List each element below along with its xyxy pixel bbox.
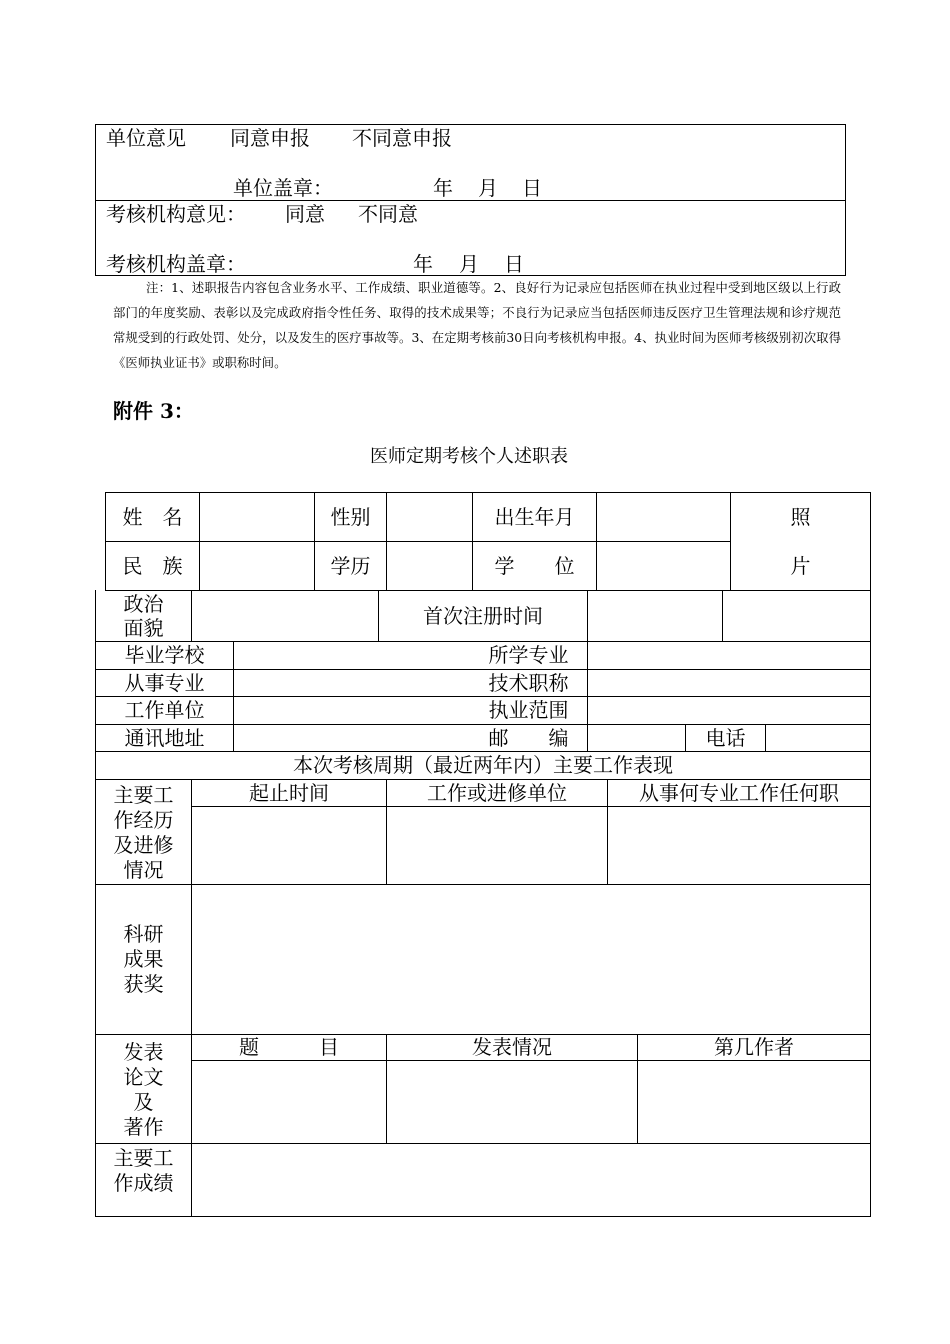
ethnicity-field[interactable] — [200, 542, 314, 590]
unit-date-year: 年 — [433, 176, 453, 200]
tech-title-label: 技术职称 — [488, 670, 569, 695]
research-label-line-3: 获奖 — [123, 972, 164, 996]
research-label-line-1: 科研 — [123, 922, 164, 946]
experience-label — [96, 780, 191, 884]
attachment-heading: 附件 3： — [113, 399, 194, 423]
topic-field[interactable] — [192, 1061, 386, 1143]
author-rank-field[interactable] — [638, 1061, 870, 1143]
political-field[interactable] — [192, 591, 378, 641]
address-field[interactable] — [234, 725, 470, 751]
disagree-report-option: 不同意申报 — [352, 126, 452, 150]
name-field[interactable] — [200, 493, 314, 541]
experience-label-line-2: 作经历 — [113, 808, 174, 832]
postcode-label: 邮 编 — [488, 725, 569, 750]
agree-option: 同意 — [285, 202, 325, 226]
review-date-year: 年 — [413, 252, 433, 276]
gender-field[interactable] — [387, 493, 472, 541]
topic-header: 题 目 — [239, 1035, 339, 1059]
workplace-field[interactable] — [234, 697, 470, 724]
ethnicity-label: 民 族 — [122, 553, 183, 578]
specialty-field[interactable] — [234, 670, 470, 696]
degree-label: 学 位 — [494, 553, 575, 578]
major-field[interactable] — [588, 642, 870, 669]
work-unit-field[interactable] — [387, 807, 607, 884]
agree-report-option: 同意申报 — [230, 126, 310, 150]
political-label — [96, 591, 191, 641]
political-label-line-1: 政治 — [123, 592, 164, 616]
birth-field[interactable] — [597, 493, 730, 541]
gender-label: 性别 — [330, 504, 371, 529]
postcode-field[interactable] — [588, 725, 685, 751]
phone-field[interactable] — [766, 725, 870, 751]
scope-field[interactable] — [588, 697, 870, 724]
opinion-divider — [95, 200, 846, 201]
papers-label-line-4: 著作 — [123, 1115, 164, 1139]
achievements-field[interactable] — [192, 1144, 870, 1216]
publication-status-field[interactable] — [387, 1061, 637, 1143]
achievements-label-line-1: 主要工 — [113, 1146, 174, 1170]
disagree-option: 不同意 — [358, 202, 418, 226]
first-registration-field[interactable] — [588, 591, 722, 641]
scope-label: 执业范围 — [488, 698, 569, 722]
education-field[interactable] — [387, 542, 472, 590]
start-end-header: 起止时间 — [249, 780, 329, 805]
achievements-label — [96, 1144, 191, 1216]
birth-label: 出生年月 — [494, 504, 575, 529]
work-unit-header: 工作或进修单位 — [427, 780, 567, 805]
address-label: 通讯地址 — [124, 725, 205, 750]
review-opinion-label: 考核机构意见： — [106, 202, 246, 226]
experience-label-line-3: 及进修 — [113, 833, 174, 857]
education-label: 学历 — [330, 553, 371, 578]
name-label: 姓 名 — [122, 504, 183, 529]
unit-seal-label: 单位盖章： — [233, 176, 333, 200]
research-field[interactable] — [192, 885, 870, 1034]
political-label-line-2: 面貌 — [123, 616, 164, 640]
first-registration-label: 首次注册时间 — [423, 603, 543, 628]
photo-label-1: 照 — [790, 504, 811, 529]
form-title: 医师定期考核个人述职表 — [370, 446, 568, 467]
review-seal-label: 考核机构盖章： — [106, 252, 246, 276]
phone-label: 电话 — [705, 725, 746, 750]
footnote: 注：1、述职报告内容包含业务水平、工作成绩、职业道德等。2、良好行为记录应包括医师在执业过程中受到地区级以上行政部门的年度奖励、表彰以及完成政府指令性任务、取得的技术成果等；不良行为记录应当包括医师违反医疗卫生管理法规和诊疗规范常规受到的行政处罚、处分，以及发生的医疗事故等。3、在定期考核前30日向考核机构申报。4、执业时间为医师考核级别初次取得《医师执业证书》或职称时间。 — [113, 280, 841, 370]
papers-label — [96, 1035, 191, 1143]
experience-label-line-4: 情况 — [123, 858, 164, 882]
author-rank-header: 第几作者 — [714, 1035, 794, 1059]
row-line — [95, 1216, 871, 1217]
research-label — [96, 885, 191, 1034]
major-label: 所学专业 — [488, 643, 569, 667]
col-line — [870, 492, 871, 1217]
review-date-day: 日 — [504, 252, 524, 276]
col-line — [722, 590, 723, 642]
post-header: 从事何专业工作任何职 — [639, 780, 839, 805]
review-date-month: 月 — [459, 252, 479, 276]
papers-label-line-2: 论文 — [123, 1065, 164, 1089]
degree-field[interactable] — [597, 542, 730, 590]
research-label-line-2: 成果 — [123, 947, 164, 971]
unit-date-month: 月 — [478, 176, 498, 200]
row-line — [722, 590, 871, 591]
start-end-field[interactable] — [192, 807, 386, 884]
publication-status-header: 发表情况 — [472, 1035, 552, 1059]
experience-label-line-1: 主要工 — [113, 783, 174, 807]
tech-title-field[interactable] — [588, 670, 870, 696]
papers-label-line-3: 及 — [133, 1090, 154, 1114]
unit-date-day: 日 — [522, 176, 542, 200]
post-field[interactable] — [608, 807, 870, 884]
achievements-label-line-2: 作成绩 — [113, 1171, 174, 1195]
period-header: 本次考核周期（最近两年内）主要工作表现 — [293, 753, 673, 777]
papers-label-line-1: 发表 — [123, 1040, 164, 1064]
school-label: 毕业学校 — [124, 643, 205, 667]
unit-opinion-label: 单位意见 — [106, 126, 186, 150]
photo-label-2: 片 — [790, 553, 811, 578]
workplace-label: 工作单位 — [124, 698, 205, 722]
specialty-label: 从事专业 — [124, 670, 205, 695]
